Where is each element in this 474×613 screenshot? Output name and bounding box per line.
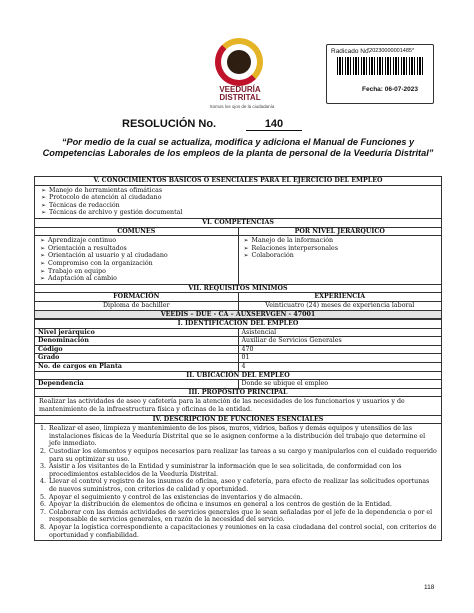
table-row [35, 346, 441, 355]
competencias-headers [35, 228, 441, 237]
radicado-code: *20230000001485* [367, 48, 415, 54]
dependencia-label: Dependencia [38, 380, 84, 388]
radicado-date: Fecha: 06-07-2023 [362, 86, 419, 93]
experiencia-value: Veinticuatro (24) meses de experiencia laboral [238, 302, 442, 310]
section-header: VII. REQUISITOS MÍNIMOS [35, 285, 441, 294]
field-value: Auxiliar de Servicios Generales [238, 337, 442, 345]
list-item: ➢ Manejo de la información [242, 237, 439, 245]
formacion-header: FORMACIÓN [113, 293, 160, 301]
comunes-list [35, 236, 238, 284]
page-number: 118 [424, 584, 435, 591]
section-header: II. UBICACIÓN DEL EMPLEO [35, 372, 441, 381]
section-header: I. IDENTIFICACIÓN DEL EMPLEO [35, 320, 441, 329]
job-code-line: VEEDIS – DUE - CA – AUXSERVGEN - 47001 [35, 311, 441, 320]
logo-name [205, 86, 275, 102]
list-item: ➢ Colaboración [242, 252, 439, 260]
section-header: V. CONOCIMIENTOS BÁSICOS O ESENCIALES PARA EL EJERCICIO DEL EMPLEO [35, 177, 441, 186]
table-row [35, 329, 441, 338]
section-header: IV. DESCRIPCIÓN DE FUNCIONES ESENCIALES [35, 416, 441, 425]
logo-name-line2: DISTRITAL [219, 93, 261, 102]
comunes-header: COMUNES [117, 227, 156, 235]
resolution-number: 140 [246, 118, 302, 131]
competencias-lists [35, 236, 441, 284]
list-item: ➢ Compromiso con la organización [38, 260, 235, 268]
list-item: ➢ Relaciones interpersonales [242, 245, 439, 253]
list-item: ➢ Manejo de herramientas ofimáticas [39, 187, 437, 195]
list-item: ➢ Técnicas de archivo y gestión documental [39, 209, 437, 217]
experiencia-header: EXPERIENCIA [238, 293, 442, 301]
list-item: ➢ Orientación al usuario y al ciudadano [38, 252, 235, 260]
section-proposito [34, 389, 442, 416]
list-item: 5. Apoyar el seguimiento y control de las existencias de inventarios y de almacén. [40, 493, 303, 501]
list-item: ➢ Técnicas de redacción [39, 202, 437, 210]
proposito-text: Realizar las actividades de aseo y cafetería para la atención de las necesidades de los funcionarios y usuarios y de mantenimiento de la infraestructura física y oficinas de la entidad. [39, 398, 405, 414]
section-competencias [34, 219, 442, 285]
veeduria-logo [205, 38, 275, 108]
field-label: Denominación [38, 337, 89, 345]
field-label: No. de cargos en Planta [38, 363, 122, 371]
field-value: 470 [238, 346, 442, 354]
jerarquico-list [238, 236, 442, 284]
conocimientos-list [35, 186, 441, 218]
field-label: Grado [38, 354, 60, 362]
radicado-box [326, 44, 434, 104]
list-item: ➢ Adaptación al cambio [38, 275, 235, 283]
barcode-icon [337, 57, 425, 75]
list-item: 4. Llevar el control y registro de los insumos de oficina, aseo y cafetería, para efecto de realizar las solicitudes oportunas de nuevos suministros, con criterios de calidad y oportunidad. [40, 478, 430, 493]
table-row [35, 380, 441, 388]
field-value: 4 [238, 363, 442, 371]
table-row [35, 363, 441, 371]
field-value: Asistencial [238, 329, 442, 337]
list-item: 3. Asistir a los visitantes de la Entidad y suministrar la información que le sea solicitada, de conformidad con los procedimientos establecidos de la Veeduría Distrital. [40, 463, 402, 478]
jerarquico-header: POR NIVEL JERÁRQUICO [238, 228, 442, 236]
list-item: 7. Colaborar con las demás actividades de servicios generales que le sean señaladas por el jefe de la dependencia o por el responsable de servicios generales, en razón de la necesidad del servicio. [40, 508, 433, 524]
requisitos-values [35, 302, 441, 310]
section-identificacion [34, 320, 442, 372]
field-label: Código [38, 345, 63, 353]
list-item: 8. Apoyar la logística correspondiente a capacitaciones y reuniones en la casa ciudadana del control social, con criterios de oportunidad y confiabilidad. [40, 523, 437, 539]
section-funciones [34, 416, 442, 542]
code-line-row [34, 311, 442, 321]
logo-face-icon [227, 50, 251, 74]
list-item: 6. Apoyar la distribución de elementos de oficina e insumos en general a los centros de gestión de la Entidad. [40, 501, 392, 509]
resolution-subtitle: “Por medio de la cual se actualiza, modifica y adiciona el Manual de Funciones y Competencias Laborales de los empleos de la planta de personal de la Veeduría Distrital” [42, 137, 434, 158]
section-header: III. PROPÓSITO PRINCIPAL [35, 389, 441, 398]
section-conocimientos [34, 176, 442, 219]
requisitos-headers [35, 293, 441, 302]
logo-name-line1: VEEDURÍA [219, 85, 261, 94]
funciones-list [35, 424, 441, 540]
list-item: ➢ Trabajo en equipo [38, 268, 235, 276]
list-item: ➢ Protocolo de atención al ciudadano [39, 194, 437, 202]
field-value: 01 [238, 354, 442, 362]
list-item: ➢ Aprendizaje continuo [38, 237, 235, 245]
dependencia-value: Donde se ubique el empleo [238, 380, 442, 388]
radicado-label: Radicado No. [331, 48, 371, 55]
list-item: 2. Custodiar los elementos y equipos necesarios para realizar las tareas a su cargo y manipularlos con el cuidado requerido para su optimizar su uso. [40, 448, 437, 463]
field-label: Nivel jerárquico [38, 328, 95, 336]
logo-tagline: Somos los ojos de la ciudadanía [209, 104, 275, 109]
table-row [35, 354, 441, 363]
job-profile-table [34, 176, 442, 541]
table-row [35, 337, 441, 346]
section-header: VI. COMPETENCIAS [35, 219, 441, 228]
formacion-value: Diploma de bachiller [102, 301, 170, 309]
section-requisitos [34, 285, 442, 311]
list-item: ➢ Orientación a resultados [38, 245, 235, 253]
resolution-title: RESOLUCIÓN No. [122, 118, 217, 130]
list-item: 1. Realizar el aseo, limpieza y mantenimiento de los pisos, muros, vidrios, baños y demás equipos y utensilios de las instalaciones físicas de la Veeduría Distrital que se le asignen conforme a la distribución del trabajo que determine el jefe inmediato. [40, 425, 426, 448]
section-ubicacion [34, 372, 442, 389]
